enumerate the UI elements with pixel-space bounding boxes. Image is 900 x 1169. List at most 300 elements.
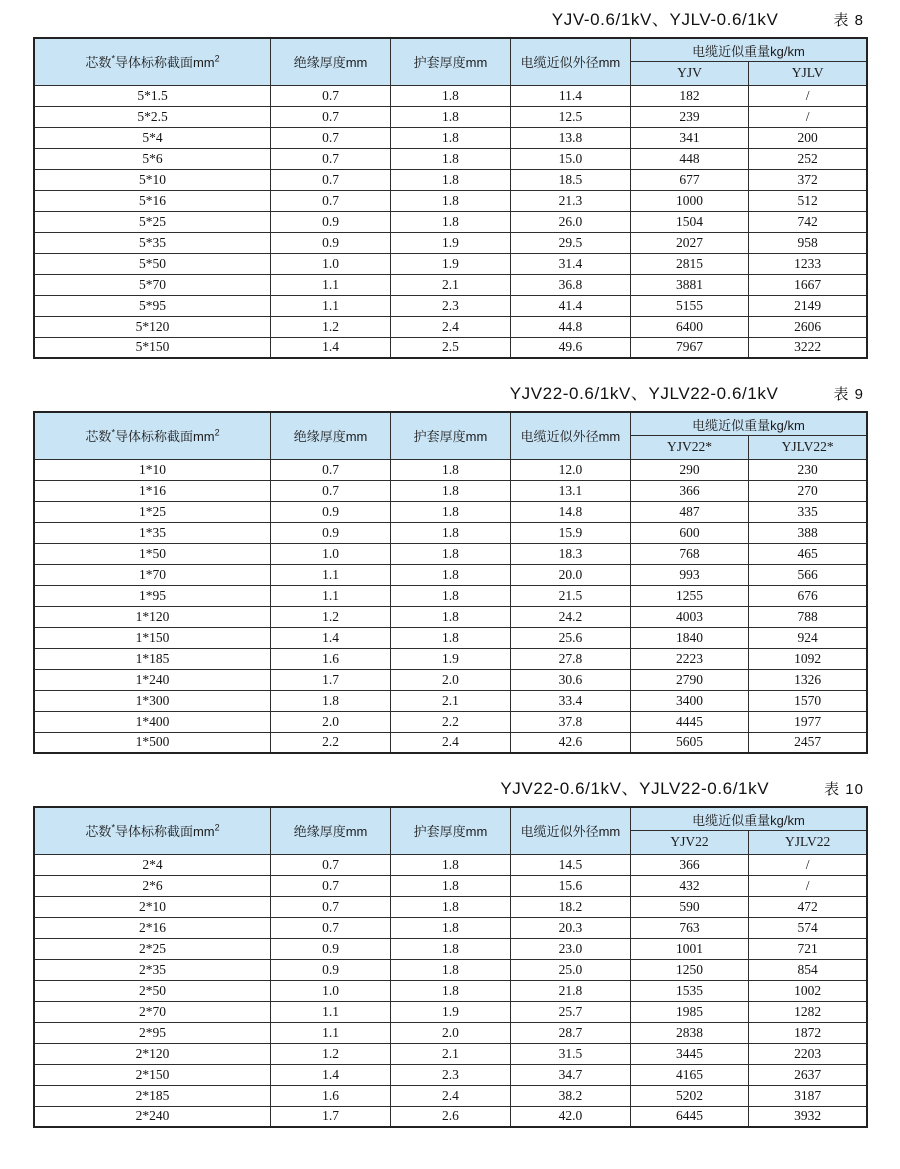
cell: 788 (749, 606, 867, 627)
cell: 5*6 (34, 148, 271, 169)
cell: 2.5 (391, 337, 511, 358)
cell: 1570 (749, 690, 867, 711)
cell: 0.7 (271, 854, 391, 875)
cell: 2*16 (34, 917, 271, 938)
cell: 36.8 (510, 274, 630, 295)
cell: 42.6 (510, 732, 630, 753)
cell: / (749, 875, 867, 896)
cell: 1.4 (271, 337, 391, 358)
col-header-weight-yjlv: YJLV (749, 62, 867, 86)
cell: 1000 (630, 190, 748, 211)
cell: 1233 (749, 253, 867, 274)
cell: 2*6 (34, 875, 271, 896)
cell: 29.5 (510, 232, 630, 253)
cell: 1.8 (391, 564, 511, 585)
cell: 590 (630, 896, 748, 917)
cell: 2149 (749, 295, 867, 316)
cell: 1.2 (271, 606, 391, 627)
table-header (34, 807, 867, 854)
cell: 31.5 (510, 1043, 630, 1064)
cell: 2637 (749, 1064, 867, 1085)
table-row (34, 711, 867, 732)
cell: 574 (749, 917, 867, 938)
cell: 37.8 (510, 711, 630, 732)
cell: 0.7 (271, 875, 391, 896)
cell: 2.1 (391, 1043, 511, 1064)
table-body (34, 459, 867, 753)
header-text: 导体标称截面mm (114, 824, 215, 840)
cell: 1667 (749, 274, 867, 295)
cell: 1.8 (391, 501, 511, 522)
cell: 0.7 (271, 148, 391, 169)
cell: 1*70 (34, 564, 271, 585)
cell: 2*10 (34, 896, 271, 917)
cell: / (749, 854, 867, 875)
cell: 1977 (749, 711, 867, 732)
cell: 1.9 (391, 1001, 511, 1022)
cell: 182 (630, 85, 748, 106)
cell: 1.2 (271, 1043, 391, 1064)
col-header-cross-section (34, 38, 271, 85)
cell: 1.8 (391, 106, 511, 127)
table-row (34, 1085, 867, 1106)
cell: 5202 (630, 1085, 748, 1106)
cell: 1*50 (34, 543, 271, 564)
cell: 5*120 (34, 316, 271, 337)
cell: 1.7 (271, 1106, 391, 1127)
cell: 3445 (630, 1043, 748, 1064)
cell: 18.3 (510, 543, 630, 564)
cell: 12.0 (510, 459, 630, 480)
col-header-sheath: 护套厚度mm (391, 807, 511, 854)
cell: 5*150 (34, 337, 271, 358)
cell: 1.8 (391, 211, 511, 232)
cell: 1.8 (391, 85, 511, 106)
cell: 2*4 (34, 854, 271, 875)
cell: 1.0 (271, 980, 391, 1001)
cell: 1840 (630, 627, 748, 648)
col-header-weight-yjv22: YJV22 (630, 831, 748, 855)
cell: 34.7 (510, 1064, 630, 1085)
cell: 18.2 (510, 896, 630, 917)
cell: 721 (749, 938, 867, 959)
table-row (34, 564, 867, 585)
table-row (34, 127, 867, 148)
table-header (34, 412, 867, 459)
cell: 23.0 (510, 938, 630, 959)
cell: 1985 (630, 1001, 748, 1022)
cell: 2.0 (271, 711, 391, 732)
cell: 1*35 (34, 522, 271, 543)
cell: 38.2 (510, 1085, 630, 1106)
table-row (34, 253, 867, 274)
cell: 1*95 (34, 585, 271, 606)
cell: 1326 (749, 669, 867, 690)
table-row (34, 480, 867, 501)
cell: 1.8 (391, 190, 511, 211)
cell: 5*50 (34, 253, 271, 274)
cell: 2790 (630, 669, 748, 690)
cell: 20.0 (510, 564, 630, 585)
cell: 0.7 (271, 917, 391, 938)
cell: 2*70 (34, 1001, 271, 1022)
table-row (34, 627, 867, 648)
col-header-weight-yjv: YJV (630, 62, 748, 86)
cell: 1.8 (391, 896, 511, 917)
table-row (34, 543, 867, 564)
table-row (34, 190, 867, 211)
cell: 1.8 (391, 169, 511, 190)
cell: 0.9 (271, 232, 391, 253)
header-sup: 2 (214, 427, 220, 438)
cell: 20.3 (510, 917, 630, 938)
cell: 465 (749, 543, 867, 564)
table-row (34, 169, 867, 190)
cell: 993 (630, 564, 748, 585)
col-header-weight-group: 电缆近似重量kg/km (630, 807, 867, 831)
table-row (34, 459, 867, 480)
header-sup: * (111, 822, 115, 833)
cell: 12.5 (510, 106, 630, 127)
cell: 44.8 (510, 316, 630, 337)
cell: 854 (749, 959, 867, 980)
table-row (34, 938, 867, 959)
cell: 1504 (630, 211, 748, 232)
cell: 1*25 (34, 501, 271, 522)
cell: 1.8 (391, 627, 511, 648)
table-row (34, 854, 867, 875)
cell: 2203 (749, 1043, 867, 1064)
cell: 2457 (749, 732, 867, 753)
cell: 1.7 (271, 669, 391, 690)
cell: 1.1 (271, 1022, 391, 1043)
cell: 42.0 (510, 1106, 630, 1127)
cell: 21.5 (510, 585, 630, 606)
cell: 2223 (630, 648, 748, 669)
col-header-insulation: 绝缘厚度mm (271, 38, 391, 85)
cell: 1.1 (271, 295, 391, 316)
cell: / (749, 106, 867, 127)
cell: 2.3 (391, 1064, 511, 1085)
cell: 0.7 (271, 480, 391, 501)
table-section-9 (33, 380, 868, 754)
cell: 1.8 (391, 959, 511, 980)
cell: 2*185 (34, 1085, 271, 1106)
table-row (34, 148, 867, 169)
cell: 1872 (749, 1022, 867, 1043)
cell: 1.2 (271, 316, 391, 337)
table-number-label: 表 10 (824, 781, 864, 798)
header-sup: 2 (214, 822, 220, 833)
table-row (34, 669, 867, 690)
cell: 1.6 (271, 1085, 391, 1106)
table-number-label: 表 9 (833, 386, 864, 403)
table-row (34, 980, 867, 1001)
col-header-weight-group: 电缆近似重量kg/km (630, 38, 867, 62)
cell: 1.4 (271, 1064, 391, 1085)
spec-table-9 (33, 411, 868, 754)
cell: 1.8 (391, 854, 511, 875)
cell: 5*2.5 (34, 106, 271, 127)
cell: 1*10 (34, 459, 271, 480)
cell: 15.9 (510, 522, 630, 543)
table-row (34, 522, 867, 543)
table-header (34, 38, 867, 85)
cell: 2*95 (34, 1022, 271, 1043)
cell: 0.9 (271, 522, 391, 543)
cell: 1*120 (34, 606, 271, 627)
cell: 18.5 (510, 169, 630, 190)
header-sup: 2 (214, 53, 220, 64)
cell: 366 (630, 480, 748, 501)
cell: 1.0 (271, 253, 391, 274)
table-row (34, 295, 867, 316)
table-row (34, 501, 867, 522)
table-row (34, 1106, 867, 1127)
col-header-cross-section (34, 807, 271, 854)
cell: 33.4 (510, 690, 630, 711)
cell: 1.8 (271, 690, 391, 711)
cell: 2.2 (271, 732, 391, 753)
cell: 1535 (630, 980, 748, 1001)
cell: 2.2 (391, 711, 511, 732)
cell: 1001 (630, 938, 748, 959)
cell: 335 (749, 501, 867, 522)
table-row (34, 211, 867, 232)
cell: 487 (630, 501, 748, 522)
cell: 1*185 (34, 648, 271, 669)
cell: 341 (630, 127, 748, 148)
cell: 1.8 (391, 585, 511, 606)
cell: 0.7 (271, 190, 391, 211)
cell: 472 (749, 896, 867, 917)
cell: 1.9 (391, 648, 511, 669)
cell: 41.4 (510, 295, 630, 316)
table-number-label: 表 8 (833, 12, 864, 29)
cell: 11.4 (510, 85, 630, 106)
cell: 1.1 (271, 564, 391, 585)
cell: 566 (749, 564, 867, 585)
cell: 239 (630, 106, 748, 127)
cell: 1.1 (271, 1001, 391, 1022)
cell: 27.8 (510, 648, 630, 669)
table-row (34, 875, 867, 896)
cell: 13.8 (510, 127, 630, 148)
table-body (34, 854, 867, 1127)
cell: 1.8 (391, 917, 511, 938)
cell: 28.7 (510, 1022, 630, 1043)
cell: 5*70 (34, 274, 271, 295)
col-header-outer-diameter: 电缆近似外径mm (510, 807, 630, 854)
col-header-weight-yjv22: YJV22* (630, 436, 748, 460)
cell: 1.8 (391, 875, 511, 896)
cell: 2606 (749, 316, 867, 337)
cell: 5*4 (34, 127, 271, 148)
cell: 3881 (630, 274, 748, 295)
spec-table-8 (33, 37, 868, 359)
cell: 1*500 (34, 732, 271, 753)
table-row (34, 274, 867, 295)
cell: 1.8 (391, 938, 511, 959)
table-row (34, 106, 867, 127)
cell: 252 (749, 148, 867, 169)
cell: 5*16 (34, 190, 271, 211)
cell: 1002 (749, 980, 867, 1001)
cell: 2838 (630, 1022, 748, 1043)
table-row (34, 690, 867, 711)
cell: 1.8 (391, 127, 511, 148)
cell: 2*240 (34, 1106, 271, 1127)
table-row (34, 648, 867, 669)
cell: 2.0 (391, 1022, 511, 1043)
table-row (34, 1001, 867, 1022)
spec-table-10 (33, 806, 868, 1128)
cell: 2027 (630, 232, 748, 253)
cell: 512 (749, 190, 867, 211)
header-text: 芯数 (85, 429, 112, 445)
cell: 6445 (630, 1106, 748, 1127)
cell: 0.7 (271, 106, 391, 127)
cell: 0.9 (271, 959, 391, 980)
cell: 25.6 (510, 627, 630, 648)
cell: 270 (749, 480, 867, 501)
cell: 290 (630, 459, 748, 480)
table-row (34, 1043, 867, 1064)
cell: 2.6 (391, 1106, 511, 1127)
table-row (34, 732, 867, 753)
cell: 1.8 (391, 522, 511, 543)
header-text: 芯数 (85, 824, 112, 840)
cell: 6400 (630, 316, 748, 337)
cell: 230 (749, 459, 867, 480)
cell: 2*150 (34, 1064, 271, 1085)
cell: 21.8 (510, 980, 630, 1001)
cell: 4165 (630, 1064, 748, 1085)
cell: 200 (749, 127, 867, 148)
table-section-8 (33, 6, 868, 359)
col-header-weight-yjlv22: YJLV22 (749, 831, 867, 855)
cell: 1.8 (391, 480, 511, 501)
table-row (34, 1064, 867, 1085)
header-text: 导体标称截面mm (114, 429, 215, 445)
cell: 1.9 (391, 253, 511, 274)
cell: 3222 (749, 337, 867, 358)
table-title: YJV22-0.6/1kV、YJLV22-0.6/1kV (500, 779, 770, 798)
cell: 30.6 (510, 669, 630, 690)
table-row (34, 606, 867, 627)
cell: 14.8 (510, 501, 630, 522)
cell: 13.1 (510, 480, 630, 501)
cell: 25.0 (510, 959, 630, 980)
cell: 26.0 (510, 211, 630, 232)
cell: 924 (749, 627, 867, 648)
cell: 4003 (630, 606, 748, 627)
cell: 1*240 (34, 669, 271, 690)
table-row (34, 1022, 867, 1043)
col-header-outer-diameter: 电缆近似外径mm (510, 412, 630, 459)
cell: 5605 (630, 732, 748, 753)
cell: 2*50 (34, 980, 271, 1001)
cell: 21.3 (510, 190, 630, 211)
cell: 388 (749, 522, 867, 543)
cell: 5*1.5 (34, 85, 271, 106)
cell: 1282 (749, 1001, 867, 1022)
cell: 0.9 (271, 501, 391, 522)
table-row (34, 232, 867, 253)
cell: 1*300 (34, 690, 271, 711)
col-header-sheath: 护套厚度mm (391, 412, 511, 459)
cell: 5155 (630, 295, 748, 316)
cell: 2*120 (34, 1043, 271, 1064)
cell: 3187 (749, 1085, 867, 1106)
cell: 2815 (630, 253, 748, 274)
cell: 1*150 (34, 627, 271, 648)
table-row (34, 585, 867, 606)
cell: 1.8 (391, 606, 511, 627)
cell: 366 (630, 854, 748, 875)
cell: 1.8 (391, 980, 511, 1001)
table-row (34, 917, 867, 938)
cell: 768 (630, 543, 748, 564)
table-section-10 (33, 775, 868, 1128)
cell: 0.7 (271, 127, 391, 148)
header-text: 导体标称截面mm (114, 55, 215, 71)
cell: 1.0 (271, 543, 391, 564)
cell: 0.7 (271, 85, 391, 106)
table-body (34, 85, 867, 358)
cell: 2*35 (34, 959, 271, 980)
cell: 1255 (630, 585, 748, 606)
table-row (34, 316, 867, 337)
cell: 2*25 (34, 938, 271, 959)
cell: 5*35 (34, 232, 271, 253)
cell: 1.8 (391, 459, 511, 480)
cell: 4445 (630, 711, 748, 732)
cell: / (749, 85, 867, 106)
cell: 1.9 (391, 232, 511, 253)
cell: 5*25 (34, 211, 271, 232)
col-header-weight-group: 电缆近似重量kg/km (630, 412, 867, 436)
cell: 14.5 (510, 854, 630, 875)
cell: 7967 (630, 337, 748, 358)
table-title-row (33, 380, 868, 407)
cell: 5*10 (34, 169, 271, 190)
cell: 1*400 (34, 711, 271, 732)
cell: 1.6 (271, 648, 391, 669)
cell: 1.4 (271, 627, 391, 648)
col-header-weight-yjlv22: YJLV22* (749, 436, 867, 460)
cell: 0.9 (271, 938, 391, 959)
col-header-insulation: 绝缘厚度mm (271, 412, 391, 459)
cell: 0.9 (271, 211, 391, 232)
cell: 0.7 (271, 896, 391, 917)
cell: 676 (749, 585, 867, 606)
cell: 1.8 (391, 148, 511, 169)
cell: 31.4 (510, 253, 630, 274)
col-header-cross-section (34, 412, 271, 459)
cell: 600 (630, 522, 748, 543)
cell: 25.7 (510, 1001, 630, 1022)
cell: 15.6 (510, 875, 630, 896)
cell: 1.8 (391, 543, 511, 564)
cell: 763 (630, 917, 748, 938)
col-header-sheath: 护套厚度mm (391, 38, 511, 85)
cell: 1.1 (271, 585, 391, 606)
cell: 2.0 (391, 669, 511, 690)
cell: 677 (630, 169, 748, 190)
cell: 372 (749, 169, 867, 190)
cell: 49.6 (510, 337, 630, 358)
